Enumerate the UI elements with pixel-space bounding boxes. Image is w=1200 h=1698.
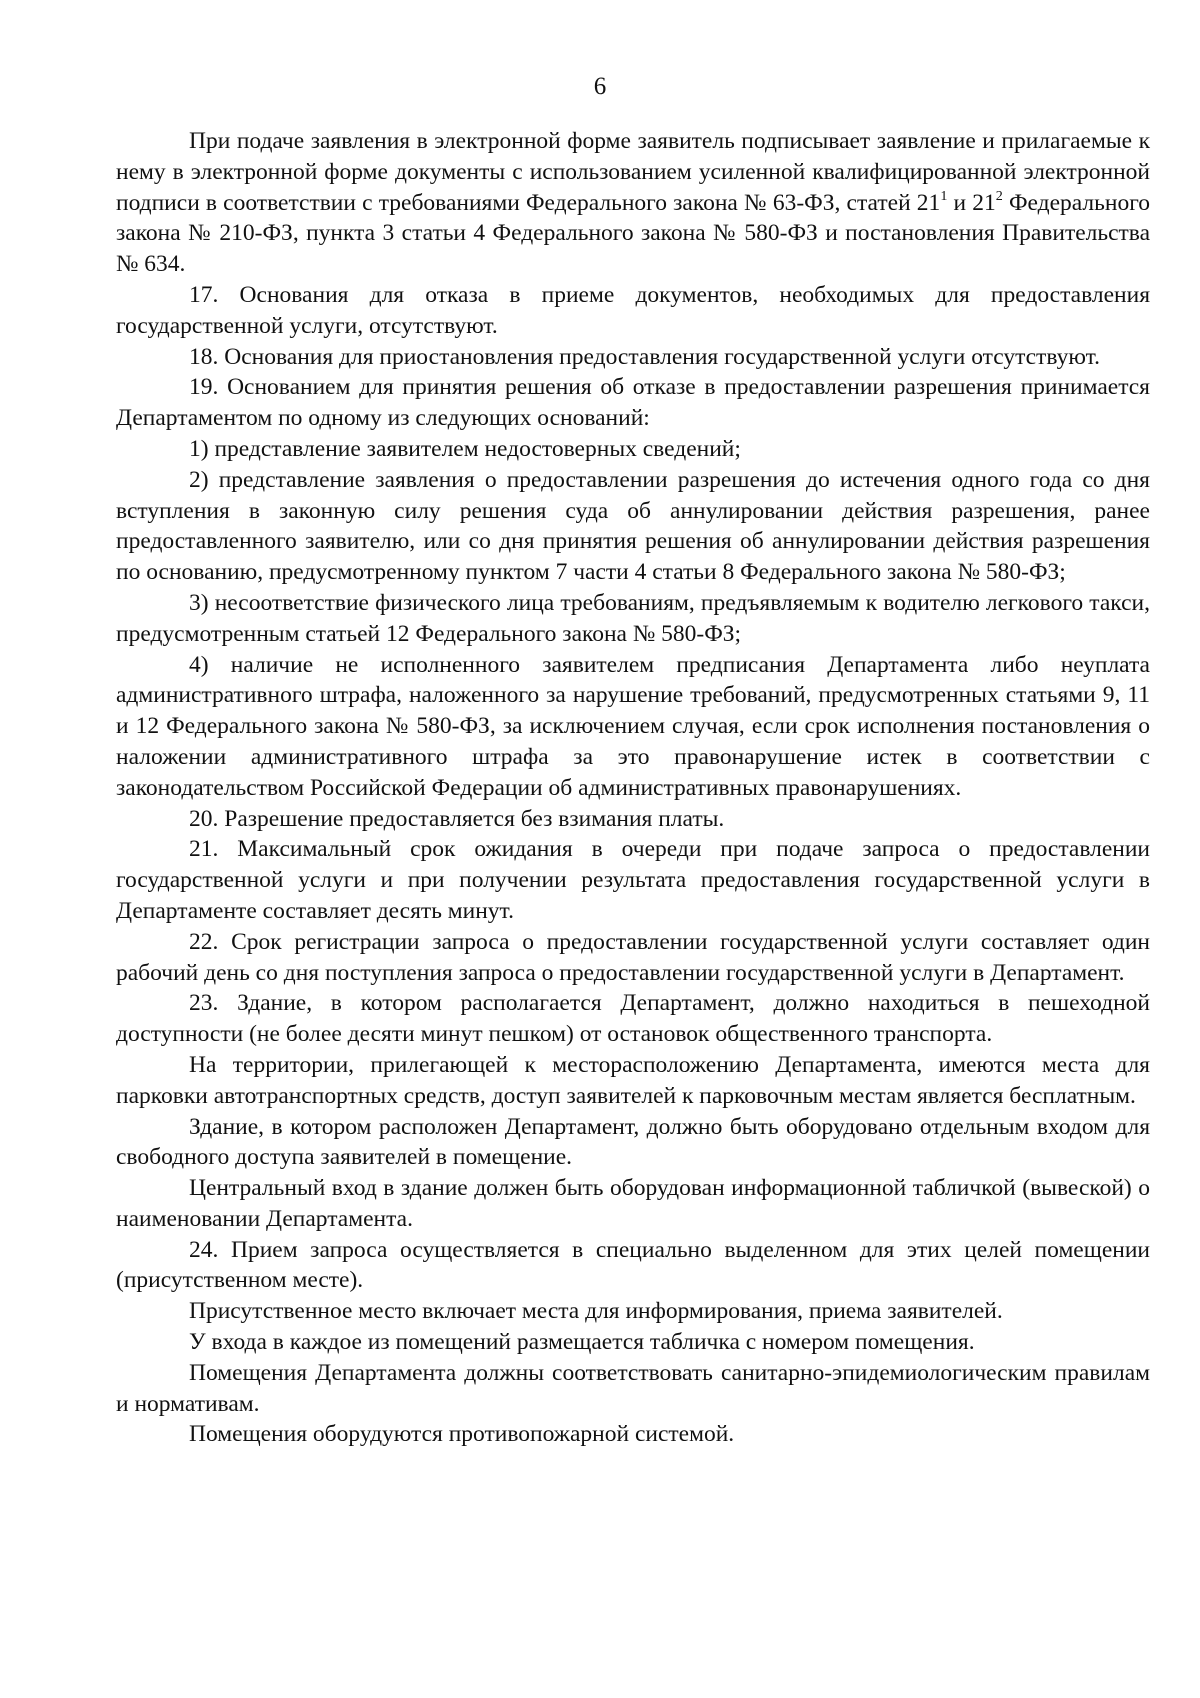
paragraph-room-sign: У входа в каждое из помещений размещается табличка с номером помещения. bbox=[189, 1329, 975, 1356]
paragraph-17: 17. Основания для отказа в приеме документов, необходимых для предоставления государственной услуги, отсутствуют. bbox=[116, 281, 1150, 339]
superscript: 1 bbox=[940, 187, 948, 204]
paragraph-electronic-signature bbox=[116, 126, 1150, 280]
list-item-1: 1) представление заявителем недостоверных сведений; bbox=[189, 435, 741, 462]
paragraph-19: 19. Основанием для принятия решения об отказе в предоставлении разрешения принимается Департаментом по одному из следующих оснований: bbox=[116, 374, 1150, 432]
paragraph-text: и 21 bbox=[947, 189, 996, 216]
paragraph-text: При подаче заявления в электронной форме заявитель подписывает заявление и прилагаемые к нему в электронной форме документы с использованием усиленной квалифицированной электронной подписи в соответствии с требованиями Федерального закона № 63-ФЗ, статей 21 bbox=[116, 128, 1150, 216]
paragraph-sanitary-rules: Помещения Департамента должны соответствовать санитарно-эпидемиологическим правилам и нормативам. bbox=[116, 1359, 1150, 1417]
paragraph-signboard: Центральный вход в здание должен быть оборудован информационной табличкой (вывеской) о наименовании Департамента. bbox=[116, 1175, 1150, 1232]
superscript: 2 bbox=[995, 187, 1003, 204]
list-item-4: 4) наличие не исполненного заявителем предписания Департамента либо неуплата административного штрафа, наложенного за нарушение требований, предусмотренных статьями 9, 11 и 12 Федерального закона № 580-ФЗ, за исключением случая, если срок исполнения постановления о наложении административного штрафа за это правонарушение истек в соответствии с законодательством Российской Федерации об административных правонарушениях. bbox=[116, 651, 1150, 801]
paragraph-22: 22. Срок регистрации запроса о предоставлении государственной услуги составляет один рабочий день со дня поступления запроса о предоставлении государственной услуги в Департамент. bbox=[116, 928, 1150, 986]
paragraph-parking: На территории, прилегающей к месторасположению Департамента, имеются места для парковки автотранспортных средств, доступ заявителей к парковочным местам является бесплатным. bbox=[116, 1051, 1150, 1109]
paragraph-entrance: Здание, в котором расположен Департамент, должно быть оборудовано отдельным входом для свободного доступа заявителей в помещение. bbox=[116, 1113, 1150, 1171]
paragraph-18: 18. Основания для приостановления предоставления государственной услуги отсутствуют. bbox=[189, 343, 1100, 370]
paragraph-24: 24. Прием запроса осуществляется в специально выделенном для этих целей помещении (присутственном месте). bbox=[116, 1236, 1150, 1294]
paragraph-21: 21. Максимальный срок ожидания в очереди при подаче запроса о предоставлении государственной услуги и при получении результата предоставления государственной услуги в Департаменте составляет десять минут. bbox=[116, 836, 1150, 924]
paragraph-fire-system: Помещения оборудуются противопожарной системой. bbox=[189, 1421, 735, 1448]
paragraph-23: 23. Здание, в котором располагается Департамент, должно находиться в пешеходной доступности (не более десяти минут пешком) от остановок общественного транспорта. bbox=[116, 990, 1150, 1048]
list-item-3: 3) несоответствие физического лица требованиям, предъявляемым к водителю легкового такси, предусмотренным статьей 12 Федерального закона № 580-ФЗ; bbox=[116, 589, 1150, 647]
paragraph-text: Федерального закона № 210-ФЗ, пункта 3 статьи 4 Федерального закона № 580-ФЗ и постановления Правительства № 634. bbox=[116, 189, 1151, 278]
paragraph-reception-place: Присутственное место включает места для информирования, приема заявителей. bbox=[189, 1298, 1003, 1325]
paragraph-20: 20. Разрешение предоставляется без взимания платы. bbox=[189, 805, 725, 832]
list-item-2: 2) представление заявления о предоставлении разрешения до истечения одного года со дня вступления в законную силу решения суда об аннулировании действия разрешения, ранее предоставленного заявителю, или со дня принятия решения об аннулировании действия разрешения по основанию, предусмотренному пунктом 7 части 4 статьи 8 Федерального закона № 580-ФЗ; bbox=[116, 466, 1150, 586]
document-body bbox=[116, 126, 1150, 1450]
page-number: 6 bbox=[593, 73, 607, 100]
